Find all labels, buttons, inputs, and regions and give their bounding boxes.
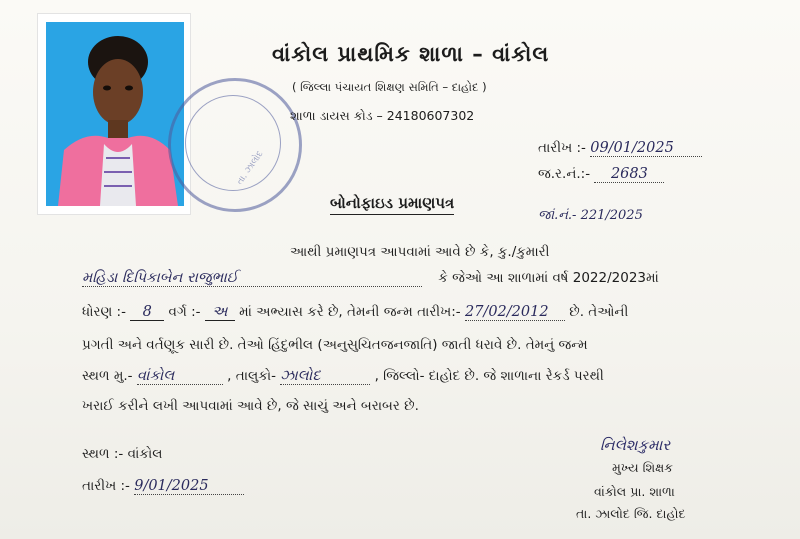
signatory-school: વાંકોલ પ્રા. શાળા	[594, 484, 675, 499]
body-line-4: પ્રગતી અને વર્તણૂક સારી છે. તેઓ હિંદુભીલ (અનુસુચિતજનજાતિ) જાતી ધરાવે છે. તેમનું જન્મ	[82, 337, 588, 353]
body-line-1: આથી પ્રમાણપત્ર આપવામાં આવે છે કે, કુ./કુમારી	[290, 244, 550, 260]
birth-place-label: સ્થળ મુ.-	[82, 368, 133, 384]
body-line-3-end: છે. તેઓની	[569, 304, 629, 320]
signatory-district: તા. ઝાલોદ જિ. દાહોદ	[576, 506, 686, 521]
footer-place: સ્થળ :- વાંકોલ	[82, 446, 163, 462]
document-title: બોનોફાઇડ પ્રમાણપત્ર	[330, 194, 454, 215]
footer-date-value: 9/01/2025	[134, 478, 244, 495]
taluka-value: ઝાલોદ	[280, 368, 370, 385]
class-label: વર્ગ :-	[168, 304, 201, 320]
signatory-title: મુખ્ય શિક્ષક	[612, 460, 673, 475]
body-line-2: કે જેઓ આ શાળામાં વર્ષ 2022/2023માં	[438, 270, 659, 286]
standard-value: 8	[130, 304, 164, 321]
birth-place-value: વાંકોલ	[137, 368, 223, 385]
committee-name: ( જિલ્લા પંચાયત શિક્ષણ સમિતિ – દાહોદ )	[292, 80, 487, 94]
outward-number-value: 221/2025	[580, 208, 643, 223]
headmaster-signature: નિલેશકુમાર	[600, 436, 671, 454]
footer-date-label: તારીખ :-	[82, 478, 130, 494]
standard-label: ધોરણ :-	[82, 304, 126, 320]
student-photo-frame	[38, 14, 190, 214]
dise-code: શાળા ડાયસ કોડ – 24180607302	[290, 108, 475, 123]
outward-number-label: જાં.નં.-	[538, 208, 577, 223]
gr-number-label: જ.ર.નં.:-	[538, 166, 591, 182]
body-line-3: માં અભ્યાસ કરે છે, તેમની જન્મ તારીખ:-	[239, 304, 461, 320]
student-name: મહિડા દિપિકાબેન રાજુભાઈ	[82, 270, 422, 287]
school-name: વાંકોલ પ્રાથમિક શાળા – વાંકોલ	[272, 42, 550, 66]
date-of-birth: 27/02/2012	[465, 304, 565, 321]
taluka-label: , તાલુકો-	[227, 368, 276, 384]
student-photo	[46, 22, 184, 206]
class-value: અ	[205, 304, 235, 321]
gr-number-value: 2683	[594, 166, 664, 183]
school-stamp: તા. ઝાલોદ	[168, 78, 302, 212]
body-line-6: ખરાઈ કરીને લખી આપવામાં આવે છે, જે સાચું અને બરાબર છે.	[82, 398, 419, 414]
date-label: તારીખ :-	[538, 140, 586, 156]
date-value: 09/01/2025	[590, 140, 702, 157]
body-line-5: , જિલ્લો- દાહોદ છે. જે શાળાના રેકર્ડ પરથી	[374, 368, 604, 384]
